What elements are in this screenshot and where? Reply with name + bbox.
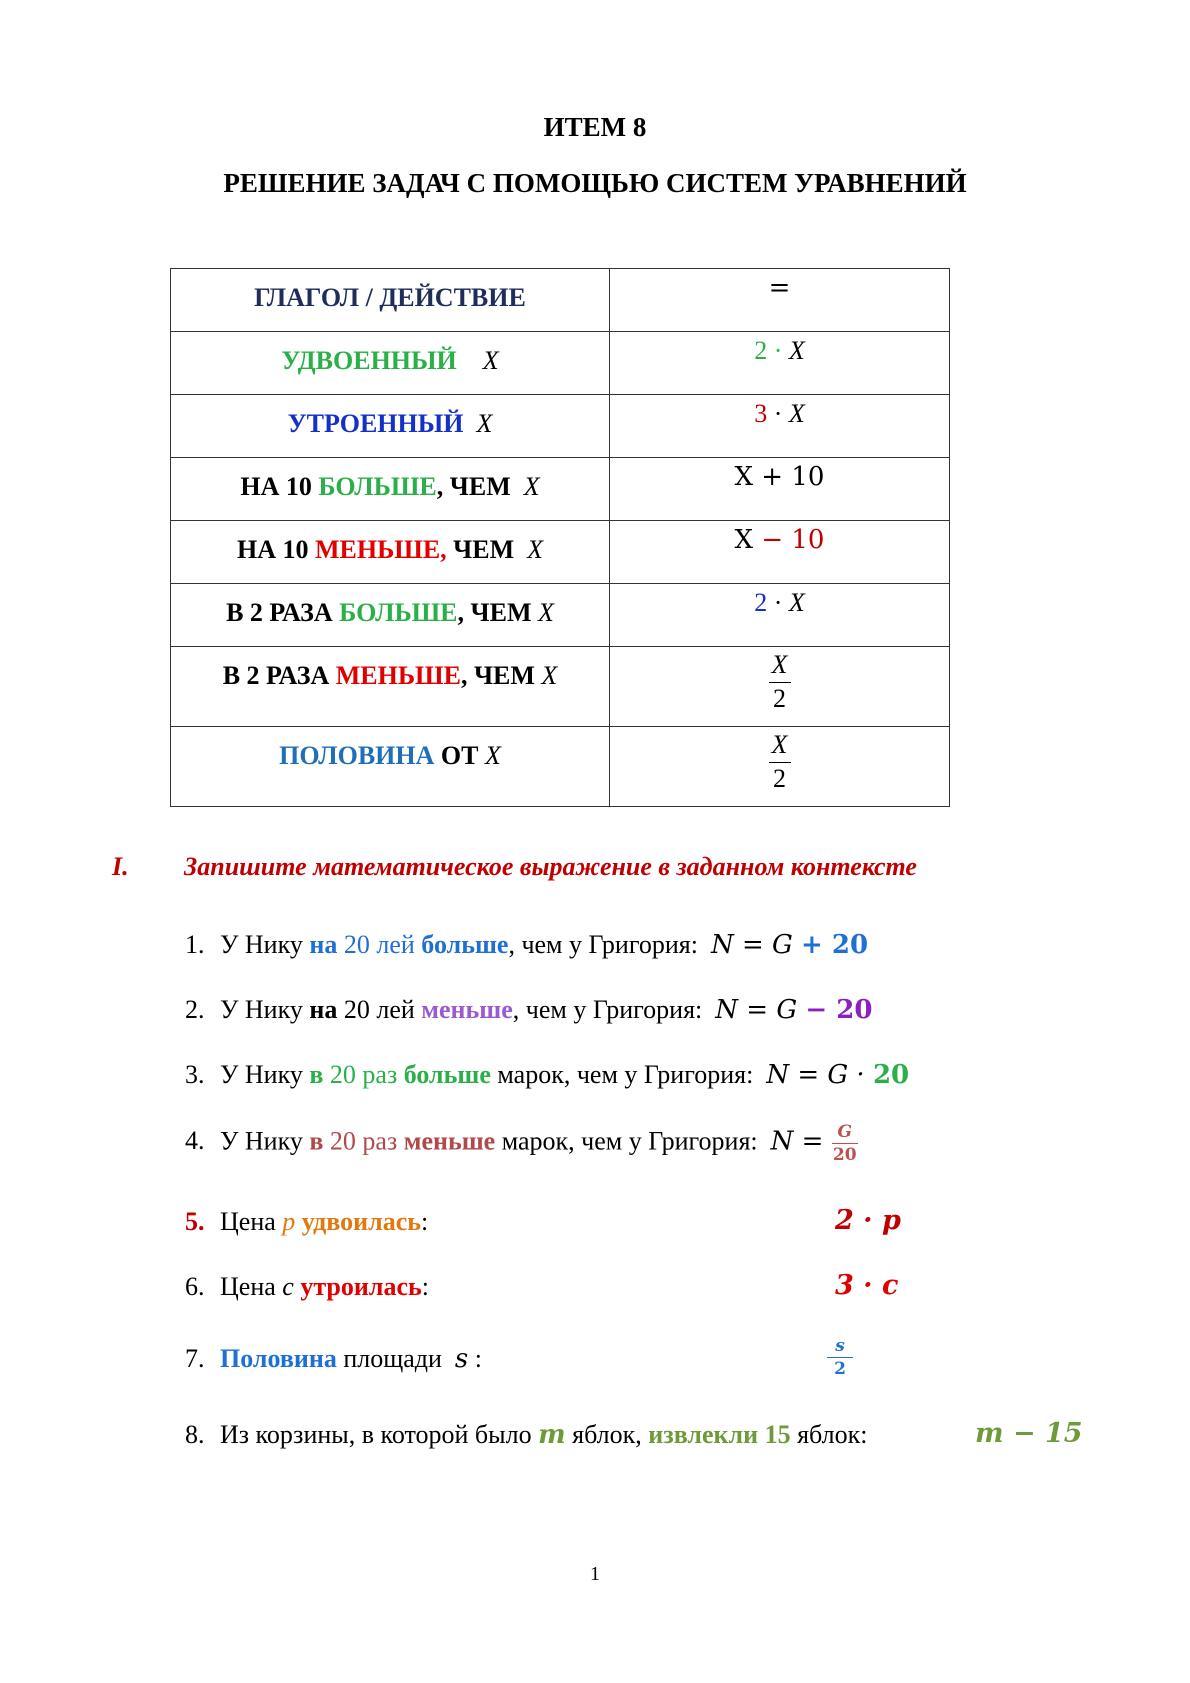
- item-number: 5.: [185, 1207, 205, 1236]
- item-number: 7.: [185, 1344, 205, 1373]
- row-expr-var: X: [788, 336, 805, 365]
- row-word: УДВОЕННЫЙ: [281, 346, 457, 375]
- item-text: марок, чем у Григория:: [490, 1060, 754, 1089]
- item-variable: c: [282, 1272, 294, 1301]
- item-text: Цена: [220, 1272, 283, 1301]
- row-suffix: , ЧЕМ: [457, 598, 532, 627]
- item-amount: 20 раз: [323, 1126, 404, 1156]
- row-word: ПОЛОВИНА: [279, 741, 435, 770]
- item-text: яблок,: [565, 1420, 649, 1449]
- item-keyword: извлекли 15: [648, 1420, 791, 1449]
- table-row: [171, 647, 950, 727]
- row-dot: ·: [773, 336, 783, 365]
- item-number: 4.: [185, 1126, 205, 1156]
- verb-table: [170, 268, 950, 807]
- row-var: X: [538, 598, 554, 627]
- item-text: :: [421, 1272, 429, 1301]
- item-keyword: утроилась: [293, 1272, 422, 1301]
- item-text: , чем у Григория:: [508, 930, 698, 959]
- row-coef: 2: [754, 336, 768, 365]
- item-text: марок, чем у Григория:: [495, 1126, 758, 1156]
- fraction-numerator: X: [771, 730, 788, 759]
- item-variable: p: [282, 1207, 296, 1236]
- header-equals: =: [768, 273, 791, 303]
- item-formula: N = G ·: [766, 1060, 873, 1090]
- item-text: :: [421, 1207, 429, 1236]
- fraction-denominator: 20: [832, 1145, 857, 1165]
- row-fraction: [769, 731, 791, 793]
- item-text: Цена: [220, 1207, 283, 1236]
- item-amount: 20 лей: [337, 995, 422, 1024]
- item-text: Из корзины, в которой было: [220, 1420, 539, 1449]
- section-title: Запишите математическое выражение в заданном контексте: [184, 852, 917, 881]
- row-var: X: [541, 661, 558, 690]
- list-item: [185, 1122, 858, 1165]
- row-prefix: НА 10: [240, 472, 319, 501]
- row-word: БОЛЬШЕ: [318, 472, 437, 501]
- item-text: У Нику: [220, 995, 310, 1024]
- table-row: [171, 332, 950, 395]
- item-text: :: [468, 1344, 482, 1373]
- list-item: [185, 1344, 482, 1374]
- item-text: яблок:: [790, 1420, 868, 1449]
- item-text: У Нику: [220, 1126, 310, 1156]
- row-var: X: [482, 346, 499, 375]
- item-text: площади: [336, 1344, 449, 1373]
- page-title: РЕШЕНИЕ ЗАДАЧ С ПОМОЩЬЮ СИСТЕМ УРАВНЕНИЙ: [223, 168, 967, 198]
- section-number: I.: [112, 852, 129, 881]
- row-dot: ·: [773, 588, 783, 617]
- row-prefix: В 2 РАЗА: [226, 598, 340, 627]
- fraction-numerator: X: [771, 650, 788, 679]
- item-number: 6.: [185, 1272, 205, 1301]
- table-row: [171, 458, 950, 521]
- item-formula: N = G: [710, 930, 802, 960]
- item-keyword: меньше: [403, 1126, 496, 1156]
- row-expr-var: X: [788, 399, 805, 428]
- fraction-bar: [832, 1143, 858, 1144]
- item-text: У Нику: [220, 1060, 310, 1089]
- row-coef: 2: [754, 588, 768, 617]
- item-keyword: на: [309, 930, 338, 959]
- item-answer-fraction: [827, 1336, 853, 1379]
- row-expr-b: − 10: [761, 525, 825, 555]
- item-keyword: больше: [421, 930, 509, 959]
- table-header-row: [171, 269, 950, 332]
- fraction-bar: [769, 762, 791, 763]
- item-variable: m: [538, 1420, 566, 1450]
- row-expr-var: X: [788, 588, 805, 617]
- row-expr-a: X +: [734, 462, 792, 492]
- row-word: УТРОЕННЫЙ: [287, 409, 464, 438]
- item-text: У Нику: [220, 930, 310, 959]
- item-fraction: [832, 1122, 858, 1165]
- row-prefix: НА 10: [236, 535, 315, 564]
- item-number: 3.: [185, 1060, 205, 1089]
- item-answer: 3 · c: [835, 1270, 899, 1301]
- fraction-bar: [769, 682, 791, 683]
- item-keyword: в: [309, 1060, 324, 1089]
- table-row: [171, 395, 950, 458]
- row-coef: 3: [754, 399, 768, 428]
- item-answer: m − 15: [975, 1418, 1083, 1449]
- list-item: [185, 1272, 429, 1302]
- row-suffix: , ЧЕМ: [436, 472, 511, 501]
- page-number: 1: [590, 1563, 600, 1585]
- fraction-bar: [827, 1357, 853, 1358]
- item-answer: 2 · p: [835, 1205, 901, 1236]
- row-fraction: [769, 651, 791, 713]
- item-formula-part: − 20: [805, 995, 873, 1025]
- fraction-numerator: s: [835, 1336, 845, 1356]
- row-suffix: ОТ: [434, 741, 479, 770]
- item-keyword: больше: [403, 1060, 491, 1089]
- table-row: [171, 584, 950, 647]
- fraction-denominator: 2: [773, 683, 786, 713]
- item-formula-part: 20: [872, 1060, 910, 1090]
- fraction-denominator: 2: [834, 1359, 846, 1379]
- item-keyword: Половина: [220, 1344, 337, 1373]
- item-amount: 20 лей: [337, 930, 422, 959]
- fraction-denominator: 2: [773, 763, 786, 793]
- row-expr-a: X: [734, 525, 762, 555]
- item-text: , чем у Григория:: [512, 995, 703, 1024]
- item-formula: N =: [770, 1126, 832, 1157]
- item-amount: 20 раз: [323, 1060, 404, 1089]
- row-var: X: [527, 535, 544, 564]
- row-prefix: В 2 РАЗА: [222, 661, 336, 690]
- table-row: [171, 727, 950, 807]
- row-var: X: [476, 409, 493, 438]
- row-expr-b: 10: [791, 462, 825, 492]
- row-suffix: ЧЕМ: [446, 535, 515, 564]
- row-word: БОЛЬШЕ: [339, 598, 458, 627]
- list-item: [185, 930, 868, 960]
- list-item: [185, 995, 872, 1025]
- item-formula-part: + 20: [801, 930, 869, 960]
- list-item: [185, 1420, 867, 1450]
- item-variable: s: [454, 1344, 469, 1374]
- header-verb-action: ГЛАГОЛ / ДЕЙСТВИЕ: [254, 283, 526, 312]
- list-item: [185, 1207, 428, 1237]
- table-row: [171, 521, 950, 584]
- row-suffix: , ЧЕМ: [460, 661, 535, 690]
- row-var: X: [485, 741, 501, 770]
- item-number: 2.: [185, 995, 205, 1024]
- item-keyword: удвоилась: [295, 1207, 422, 1236]
- row-var: X: [523, 472, 540, 501]
- item-number: 1.: [185, 930, 205, 959]
- item-keyword: в: [309, 1126, 324, 1156]
- fraction-numerator: G: [837, 1122, 852, 1142]
- row-word: МЕНЬШЕ: [335, 661, 461, 690]
- item-formula: N = G: [715, 995, 806, 1025]
- list-item: [185, 1060, 909, 1090]
- item-heading: ИТЕМ 8: [543, 112, 647, 142]
- item-keyword: меньше: [421, 995, 513, 1024]
- row-dot: ·: [773, 399, 783, 428]
- item-keyword: на: [309, 995, 338, 1024]
- row-word: МЕНЬШЕ,: [314, 535, 447, 564]
- item-number: 8.: [185, 1420, 205, 1449]
